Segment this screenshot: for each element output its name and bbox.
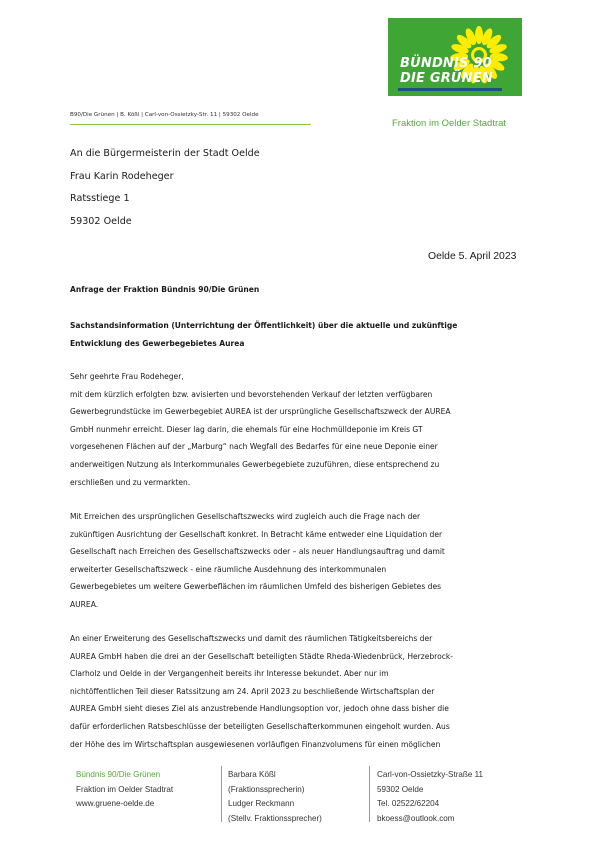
text-line: nichtöffentlichen Teil dieser Ratssitzung am 24. April 2023 zu beschließende Wirtschaftsplan der xyxy=(70,686,435,696)
text-line: erschließen und zu vermarkten. xyxy=(70,477,191,487)
body-paragraph-3 xyxy=(70,630,528,753)
footer-org-line: Fraktion im Oelder Stadtrat xyxy=(76,784,174,794)
footer-email[interactable]: bkoess@outlook.com xyxy=(377,813,455,823)
text-line: erweiterter Gesellschaftszweck - eine räumliche Ausdehnung des interkommunalen xyxy=(70,564,387,574)
footer-contact-line: Barbara Kößl xyxy=(228,770,276,779)
text-line: Gewerbegrundstücke im Gewerbegebiet AUREA ist der ursprüngliche Gesellschaftszweck der AUREA xyxy=(70,407,451,417)
footer-divider xyxy=(369,766,370,822)
letter-date: Oelde 5. April 2023 xyxy=(428,251,517,262)
subject-detail-line: Entwicklung des Gewerbegebietes Aurea xyxy=(70,338,245,348)
sender-rule xyxy=(70,124,311,125)
address-line: 59302 Oelde xyxy=(70,215,132,227)
text-line: der Höhe des im Wirtschaftsplan ausgewiesenen vorläufigen Finanzvolumens für einen möglichen xyxy=(70,739,441,749)
logo-line-2: DIE GRÜNEN xyxy=(400,71,493,86)
footer-organization xyxy=(76,768,173,812)
text-line: anderweitigen Nutzung als Interkommunales Gewerbegebiete zuzuführen, diese entsprechend zu xyxy=(70,459,440,469)
subject-line: Anfrage der Fraktion Bündnis 90/Die Grünen xyxy=(70,285,260,294)
text-line: Clarholz und Oelde in der Vergangenheit bereits ihr Interesse bekundet. Aber nur im xyxy=(70,669,389,679)
address-line: Frau Karin Rodeheger xyxy=(70,170,174,182)
footer-contact-line: Ludger Reckmann xyxy=(228,799,295,808)
text-line: Gesellschaft nach Erreichen des Gesellschaftszwecks oder – als neuer Handlungsauftrag und damit xyxy=(70,547,445,557)
faction-header: Fraktion im Oelder Stadtrat xyxy=(392,118,507,129)
text-line: GmbH nunmehr erreicht. Dieser lag darin, die ehemals für eine Hochmülldeponie im Kreis GT xyxy=(70,424,423,434)
subject-detail-line: Sachstandsinformation (Unterrichtung der Öffentlichkeit) über die aktuelle und zukünftige xyxy=(70,321,458,330)
text-line: mit dem kürzlich erfolgten bzw. avisierten und bevorstehenden Verkauf der letzten verfügbaren xyxy=(70,389,433,399)
text-line: An einer Erweiterung des Gesellschaftszwecks und damit des räumlichen Tätigkeitsbereichs der xyxy=(70,634,433,643)
text-line: Mit Erreichen des ursprünglichen Gesellschaftszwecks wird zugleich auch die Frage nach der xyxy=(70,512,421,521)
logo-line-1: BÜNDNIS 90 xyxy=(400,56,492,71)
text-line: AUREA GmbH sieht dieses Ziel als anzustrebende Handlungsoption vor, jedoch ohne dass bisher die xyxy=(70,704,449,714)
text-line: Sehr geehrte Frau Rodeheger, xyxy=(70,372,184,381)
body-paragraph-1 xyxy=(70,368,528,491)
footer-contact-line: (Fraktionssprecherin) xyxy=(228,784,305,794)
address-line: An die Bürgermeisterin der Stadt Oelde xyxy=(70,148,260,159)
footer-city: 59302 Oelde xyxy=(377,784,424,794)
footer-phone: Tel. 02522/62204 xyxy=(377,799,440,808)
body-paragraph-2 xyxy=(70,508,528,614)
party-logo xyxy=(388,18,522,96)
footer-website[interactable]: www.gruene-oelde.de xyxy=(76,799,155,808)
footer-address xyxy=(377,768,483,826)
text-line: vorgesehenen Flächen auf der „Marburg“ nach Wegfall des Bedarfes für eine neue Deponie einer xyxy=(70,442,438,452)
footer-contacts xyxy=(228,768,322,826)
recipient-address xyxy=(70,143,260,233)
footer-divider xyxy=(221,766,222,822)
subject-detail xyxy=(70,317,528,352)
text-line: dafür erforderlichen Ratsbeschlüsse der beteiligten Gesellschafterkommunen eingeholt wurden. Aus xyxy=(70,721,450,731)
sender-return-address: B90/Die Grünen | B. Kößl | Carl-von-Ossietzky-Str. 11 | 59302 Oelde xyxy=(70,112,259,118)
logo-bar xyxy=(398,88,502,91)
address-line: Ratsstiege 1 xyxy=(70,193,130,204)
footer-street: Carl-von-Ossietzky-Straße 11 xyxy=(377,770,483,779)
footer-contact-line: (Stellv. Fraktionssprecher) xyxy=(228,813,322,823)
text-line: AUREA GmbH haben die drei an der Gesellschaft beteiligten Städte Rheda-Wiedenbrück, Herzebrock- xyxy=(70,651,453,661)
text-line: AUREA. xyxy=(70,599,99,609)
text-line: Gewerbegebietes um weitere Gewerbeflächen im räumlichen Umfeld des bisherigen Gebietes des xyxy=(70,582,442,592)
footer-org-name: Bündnis 90/Die Grünen xyxy=(76,770,161,779)
text-line: zukünftigen Ausrichtung der Gesellschaft konkret. In Betracht käme entweder eine Liquidation der xyxy=(70,529,443,539)
